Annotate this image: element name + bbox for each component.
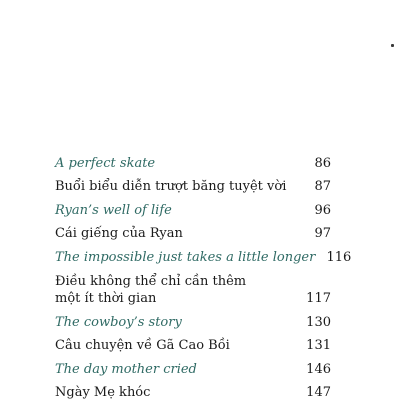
toc-entry-english[interactable] bbox=[55, 156, 331, 172]
toc-entry-english[interactable] bbox=[55, 250, 352, 266]
toc-entry-page-number: 97 bbox=[314, 226, 331, 241]
toc-entry-title: A perfect skate bbox=[55, 156, 156, 171]
toc-entry-page-number: 86 bbox=[314, 156, 331, 171]
toc-entry-page-number: 96 bbox=[314, 203, 331, 218]
toc-entry-title: Ngày Mẹ khóc bbox=[55, 385, 151, 400]
toc-entry-vietnamese[interactable] bbox=[55, 338, 331, 354]
table-of-contents bbox=[55, 156, 352, 401]
toc-entry-page-number: 146 bbox=[306, 362, 331, 377]
toc-entry-page-number: 87 bbox=[314, 179, 331, 194]
toc-entry-title bbox=[55, 274, 303, 307]
toc-entry-page-number: 131 bbox=[306, 338, 331, 353]
toc-entry-english[interactable] bbox=[55, 362, 331, 378]
page-mark bbox=[391, 44, 394, 47]
toc-entry-title: The day mother cried bbox=[55, 362, 197, 377]
toc-entry-title-line: Điều không thể chỉ cần thêm bbox=[55, 274, 247, 289]
toc-entry-vietnamese[interactable] bbox=[55, 226, 331, 242]
toc-entry-english[interactable] bbox=[55, 315, 331, 331]
toc-entry-title-line: một ít thời gian bbox=[55, 290, 157, 306]
toc-entry-title: The impossible just takes a little longer bbox=[55, 250, 316, 265]
toc-entry-title: Buổi biểu diễn trượt băng tuyệt vời bbox=[55, 179, 287, 194]
toc-entry-title: Câu chuyện về Gã Cao Bồi bbox=[55, 338, 230, 353]
toc-entry-vietnamese[interactable] bbox=[55, 385, 331, 401]
toc-entry-page-number: 130 bbox=[306, 315, 331, 330]
toc-entry-vietnamese[interactable] bbox=[55, 273, 331, 307]
toc-entry-title: Ryan’s well of life bbox=[55, 203, 172, 218]
toc-entry-page-number: 147 bbox=[306, 385, 331, 400]
toc-entry-page-number: 116 bbox=[326, 250, 352, 265]
toc-entry-vietnamese[interactable] bbox=[55, 179, 331, 195]
toc-entry-title: The cowboy’s story bbox=[55, 315, 182, 330]
toc-entry-page-number: 117 bbox=[306, 291, 331, 306]
toc-entry-english[interactable] bbox=[55, 203, 331, 219]
toc-entry-title: Cái giếng của Ryan bbox=[55, 226, 183, 241]
